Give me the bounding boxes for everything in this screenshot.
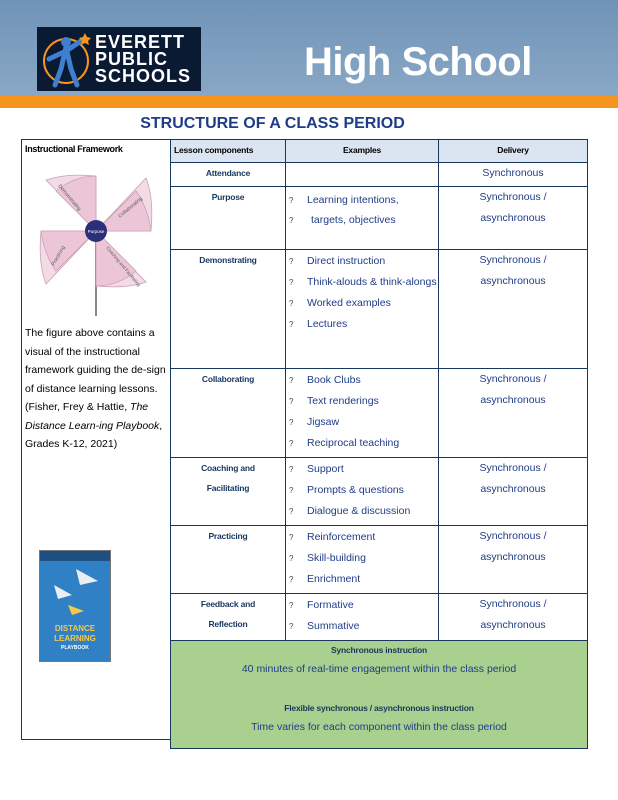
- district-logo: [37, 27, 201, 91]
- list-item: ? Summative: [286, 619, 438, 633]
- list-item: ? Dialogue & discussion: [286, 504, 438, 518]
- delivery-cell: Synchronous / asynchronous: [439, 458, 588, 526]
- component-cell: Purpose: [171, 187, 286, 250]
- table-header-row: [171, 140, 588, 163]
- logo-text-everett: EVERETT: [95, 32, 186, 52]
- paper-plane-icon: [40, 551, 110, 661]
- pinwheel-label-coaching: Coaching and Facilitating: [105, 245, 142, 288]
- examples-cell: [286, 369, 439, 458]
- examples-cell: [286, 187, 439, 250]
- header-delivery: Delivery: [439, 140, 588, 163]
- examples-cell: [286, 458, 439, 526]
- component-cell: Coaching and Facilitating: [171, 458, 286, 526]
- book-cover-image: [39, 550, 111, 662]
- svg-text:PLAYBOOK: PLAYBOOK: [61, 645, 89, 651]
- list-item: ? Lectures: [286, 317, 438, 331]
- list-item: ? Book Clubs: [286, 373, 438, 387]
- table-row: [171, 458, 588, 526]
- sync-text: 40 minutes of real-time engagement within the class period: [241, 663, 517, 675]
- pinwheel-diagram: [36, 168, 156, 318]
- pinwheel-label-practicing: Practicing: [50, 244, 67, 267]
- instructional-framework-panel: [21, 139, 171, 740]
- torch-figure-icon: [37, 27, 97, 91]
- header-lesson-components: Lesson components: [171, 140, 286, 163]
- page-title: STRUCTURE OF A CLASS PERIOD: [140, 115, 405, 132]
- table-row: [171, 187, 588, 250]
- component-cell: Attendance: [171, 163, 286, 187]
- flexible-text: Time varies for each component within the class period: [251, 721, 507, 733]
- table-row: [171, 163, 588, 187]
- component-cell: Feedback and Reflection: [171, 594, 286, 641]
- list-item: ? Worked examples: [286, 296, 438, 310]
- delivery-cell: Synchronous / asynchronous: [439, 187, 588, 250]
- list-item: ? Prompts & questions: [286, 483, 438, 497]
- svg-text:LEARNING: LEARNING: [54, 634, 96, 643]
- table-row: [171, 369, 588, 458]
- pinwheel-center-label: Purpose: [87, 229, 105, 234]
- svg-text:DISTANCE: DISTANCE: [54, 624, 96, 633]
- logo-text-schools: SCHOOLS: [95, 66, 192, 86]
- list-item: ? Direct instruction: [286, 254, 438, 268]
- examples-cell: [286, 526, 439, 594]
- framework-caption: The figure above contains a visual of the instructional framework guiding the de-sign of distance learning lessons. (Fisher, Frey & Hattie, The Distance Learn-ing Playbook, Grades K-12, 2021): [25, 327, 166, 450]
- sync-heading: Synchronous instruction: [331, 645, 427, 655]
- table-row: [171, 594, 588, 641]
- examples-cell: [286, 250, 439, 369]
- delivery-cell: Synchronous / asynchronous: [439, 369, 588, 458]
- list-item: ? Think-alouds & think-alongs: [286, 275, 438, 289]
- list-item: ? Text renderings: [286, 394, 438, 408]
- component-cell: Practicing: [171, 526, 286, 594]
- component-cell: Collaborating: [171, 369, 286, 458]
- footer-row: [171, 641, 588, 749]
- list-item: ? Enrichment: [286, 572, 438, 586]
- pinwheel-label-demonstrating: Demonstrating: [56, 183, 82, 213]
- panel-heading: Instructional Framework: [25, 144, 123, 154]
- delivery-cell: Synchronous / asynchronous: [439, 594, 588, 641]
- flexible-heading: Flexible synchronous / asynchronous instruction: [284, 703, 474, 713]
- component-cell: Demonstrating: [171, 250, 286, 369]
- examples-cell: [286, 163, 439, 187]
- list-item: ? Formative: [286, 598, 438, 612]
- delivery-cell: Synchronous / asynchronous: [439, 526, 588, 594]
- class-period-table: [170, 139, 588, 749]
- table-row: [171, 526, 588, 594]
- list-item: ? Reinforcement: [286, 530, 438, 544]
- list-item: ? targets, objectives: [286, 213, 438, 227]
- header-examples: Examples: [286, 140, 439, 163]
- list-item: ? Learning intentions,: [286, 193, 438, 207]
- delivery-cell: Synchronous / asynchronous: [439, 250, 588, 369]
- table-row: [171, 250, 588, 369]
- pinwheel-label-collaborating: Collaborating: [117, 195, 144, 220]
- school-name: High School: [304, 40, 532, 84]
- orange-divider: [0, 96, 618, 108]
- examples-cell: [286, 594, 439, 641]
- list-item: ? Reciprocal teaching: [286, 436, 438, 450]
- instruction-summary: [171, 641, 588, 749]
- list-item: ? Skill-building: [286, 551, 438, 565]
- list-item: ? Support: [286, 462, 438, 476]
- delivery-cell: Synchronous: [439, 163, 588, 187]
- list-item: ? Jigsaw: [286, 415, 438, 429]
- logo-text-public: PUBLIC: [95, 49, 168, 69]
